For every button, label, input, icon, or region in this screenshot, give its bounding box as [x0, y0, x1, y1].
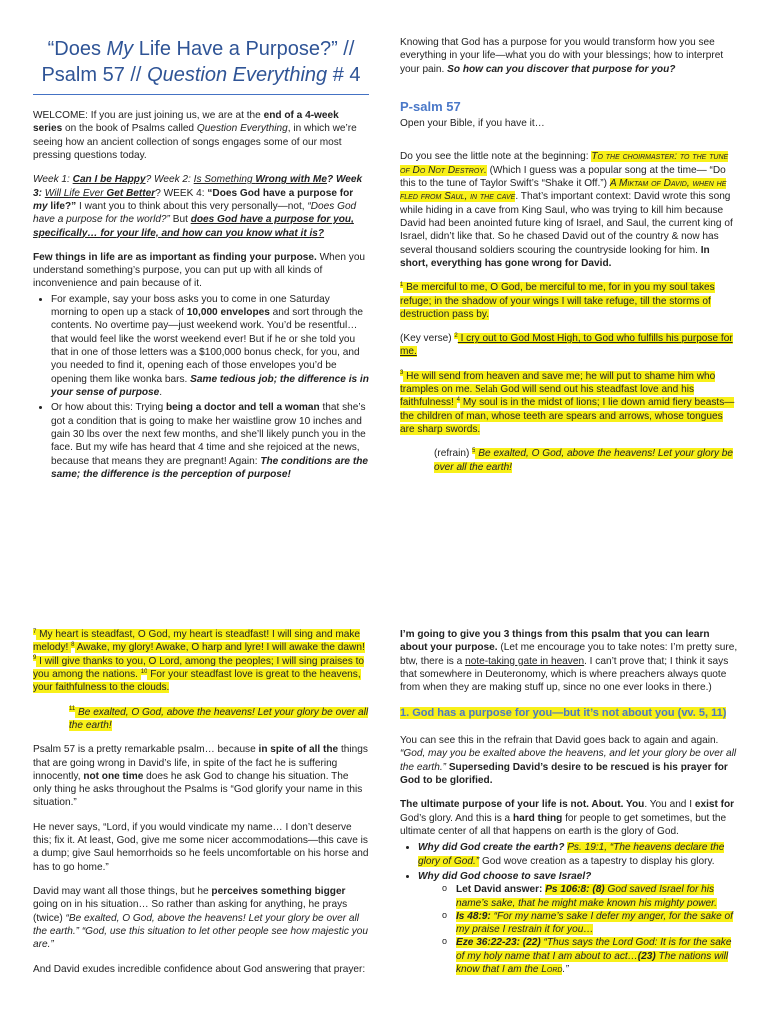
text-run: Do you see the little note at the beginning: [400, 151, 592, 163]
list-item [418, 841, 738, 868]
text-run: Knowing that God has a purpose for you would transform how you see everything in your life—what you do with your blessings; how to interpret your pain. [400, 37, 724, 75]
text-run: . I can’t prove that; I think it says that somewhere in Deuteronomy, which is where preachers always quote from when they are making stuff up, since no one ever looks in there.) [400, 655, 729, 694]
verses-7-10 [33, 628, 369, 695]
text-run: does God have a purpose for you, specifically… for your life, and how can you know what it is? [33, 214, 354, 239]
text-run: I want you to think about this very personally—not, [76, 200, 308, 212]
text-run: exist for [694, 799, 735, 811]
text-run: ? WEEK 4: [155, 187, 208, 199]
text-run: “Thus says the Lord God: It is for the sake of my holy name that I am about to act… [456, 937, 732, 962]
verse-number: 2 [454, 332, 458, 339]
text-run: Superseding David’s desire to be rescued is his prayer for God to be glorified. [400, 761, 728, 787]
text-run: “Does God have a purpose for the world?” [33, 200, 357, 226]
text-run: God saved Israel for his name’s sake, that he might make known his mighty power. [456, 884, 717, 909]
text-run: In short, everything has gone wrong for David. [400, 244, 710, 269]
text-run: You can see this in the refrain that David goes back to again and again. [400, 735, 719, 747]
verse-number: 5 [472, 447, 476, 454]
text-run: I cry out to God Most High, to God who fulfills his purpose for me. [400, 333, 733, 358]
text-run: (Key verse) [400, 333, 455, 345]
sub-list-item [442, 910, 738, 937]
text-run: does he ask God to change his situation. The only thing he asks throughout the Psalms is “God glorify your name in this situation.” [33, 770, 363, 809]
point-1-text: 1. God has a purpose for you—but it’s not about you (vv. 5, 11) [400, 706, 727, 719]
page2-right-column [400, 628, 738, 978]
open-bible-text: Open your Bible, if you have it… [400, 118, 545, 130]
text-run: The ultimate purpose of your life is not. About. You [400, 799, 645, 811]
exudes-paragraph [33, 963, 369, 976]
title-line-1 [33, 36, 369, 62]
text-run: Get Better [106, 187, 156, 199]
text-run: And David exudes incredible confidence about God answering that prayer: [33, 963, 366, 975]
text-run: life?” [47, 200, 77, 212]
text-run: going on in his situation… So rather than asking for anything, he prays (twice) [33, 899, 348, 924]
text-run: and sort through the contents. No overtime pay—just weekend work. You’d be resentful… that would feel like the worst weekend ever! But if he or she told you that in one of those letters was a $100,000 bonus check, for you, and you needed to find it, opening each of those envelopes you’d be opening them like wonka bars. [51, 307, 363, 385]
verse-2 [400, 332, 738, 359]
document-page-2 [0, 512, 768, 1024]
text-run: My heart is steadfast, O God, my heart is steadfast! I will sing and make melody! [33, 629, 361, 654]
section-heading: P-salm 57 [400, 98, 461, 114]
point-1-heading [400, 706, 738, 721]
page1-left-column [33, 36, 369, 483]
text-run: A Miktam of David, when he fled from Saul, in the cave [400, 178, 727, 203]
text-run: Will Life Ever [44, 187, 107, 199]
text-run: note-taking gate in heaven [465, 655, 585, 667]
refrain-paragraph [400, 734, 738, 787]
text-run: “Be exalted, O God, above the heavens! Let your glory be over all the earth.” “God, use this situation to let other people see how majestic you are.” [33, 912, 368, 951]
text-run: on the book of Psalms called [62, 123, 197, 135]
question-list [400, 841, 738, 976]
verse-1 [400, 281, 738, 321]
text-run: things that are going wrong in David’s life, in spite of the fact he is suffering innocently, [33, 744, 368, 782]
title-text-italic: My [106, 38, 134, 60]
text-run: Is Something [193, 174, 256, 186]
text-run: ? Week 3: [33, 174, 363, 199]
text-run: Is 48:9: [456, 910, 491, 922]
text-run: Week 1: [33, 174, 73, 186]
text-run: Psalm 57 is a pretty remarkable psalm… because [33, 744, 259, 756]
text-run: Ps. 19:1, “The heavens declare the glory of God.” [418, 842, 725, 867]
verse-number: 1 [400, 281, 404, 288]
text-run: for people to get sometimes, but the ultimate center of all that happens on earth is the glory of God. [400, 812, 727, 837]
text-run: When you understand something’s purpose, you can put up with all kinds of inconvenience and pain because of it. [33, 251, 366, 290]
verse-number: 11 [69, 706, 76, 713]
title-text: “Does [47, 38, 107, 60]
list-item [418, 870, 738, 977]
list-item-text [418, 871, 591, 882]
title-text: Psalm 57 // [41, 64, 148, 86]
never-says-paragraph [33, 821, 369, 874]
text-run: Awake, my glory! Awake, O harp and lyre! I will awake the dawn! [74, 642, 365, 654]
verse-11 [69, 706, 369, 733]
context-paragraph [400, 150, 738, 270]
text-run: Wrong with Me [255, 174, 327, 186]
text-run: being a doctor and tell a woman [166, 402, 320, 414]
david-may-paragraph [33, 885, 369, 952]
text-run: Eze 36:22-23: (22) [456, 937, 541, 949]
page1-right-column [400, 36, 738, 485]
text-run: My soul is in the midst of lions; I lie down amid fiery beasts— the children of man, whose teeth are spears and arrows, whose tongues are sharp swords. [400, 397, 735, 436]
text-run: I’m going to give you 3 things from this psalm that you can learn about your purpose. [400, 629, 710, 654]
text-run: Lord [541, 964, 563, 976]
text-run: Be merciful to me, O God, be merciful to me, for in you my soul takes refuge; in the shadow of your wings I will take refuge, till the storms of destruction pass by. [400, 282, 715, 320]
text-run: .” [562, 964, 569, 976]
text-run: (23) [637, 950, 656, 962]
text-run: Be exalted, O God, above the heavens! Let your glory be over all the earth! [69, 706, 369, 731]
verse-number: 3 [400, 370, 404, 377]
list-item [51, 293, 369, 400]
text-run: WELCOME: If you are just joining us, we are at the [33, 110, 264, 121]
text-run: He never says, “Lord, if you would vindicate my name… I don’t deserve this; fix it. At least, God, give me some nicer accommodations—this cave is a dump; give Saul hemorrhoids so he feels uncomfortable on his horse and has to go home.” [33, 821, 369, 873]
title-line-2 [33, 62, 369, 88]
verse-number: 4 [456, 397, 461, 404]
text-run: God wove creation as a tapestry to display his glory. [479, 855, 715, 867]
text-run: I will give thanks to you, O Lord, among the peoples; I will sing praises to you among the nations. [33, 655, 364, 680]
text-run: that she’s got a condition that is going to make her waistline grow 10 inches and gain 30 lbs over the next few months, and she’ll likely punch you in the face. But my wife has heard that 4 time and she rejoiced at the news, because that means they are pregnant! Again: [51, 402, 366, 467]
text-run: Why did God create the earth? [418, 842, 565, 854]
text-run: my [33, 200, 48, 212]
text-run: Or how about this: Trying [51, 402, 167, 414]
text-run: “God, may you be exalted above the heavens, and let your glory be over all the earth.” [400, 748, 737, 773]
text-run: But [169, 214, 191, 226]
title-text: Life Have a Purpose?” // [133, 38, 355, 60]
text-run: Let David answer: [456, 884, 546, 896]
title-text-italic: Question Everything [147, 64, 328, 86]
text-run: The conditions are the same; the difference is the perception of purpose! [51, 455, 368, 480]
list-item [51, 401, 369, 481]
purpose-paragraph [33, 251, 369, 291]
refrain-verse-5 [434, 447, 738, 474]
page2-left-column [33, 628, 369, 987]
text-run: “For my name’s sake I defer my anger, for the sake of my praise I restrain it for you… [456, 910, 733, 936]
welcome-paragraph [33, 109, 369, 162]
text-run: . You and I [644, 799, 695, 811]
intro-paragraph [400, 36, 738, 76]
text-run: Why did God choose to save Israel? [418, 870, 592, 882]
example-list [33, 293, 369, 481]
text-run: David may want all those things, but he [33, 886, 212, 897]
text-run: Selah [475, 384, 498, 396]
text-run: . [159, 386, 163, 398]
text-run: Few things in life are as important as finding your purpose. [33, 251, 317, 263]
text-run: . That’s important context: David wrote this song while hiding in a cave from King Saul, who was trying to kill him because David had been anointed future king of Israel, and Saul, the current king of Israel, didn’t like that. So he chased David out of the country & now has several thousand soldiers scouring the countryside looking for him. [400, 191, 733, 256]
text-run: (Let me encourage you to take notes: I’m pretty sure, btw, there is a [400, 642, 738, 667]
text-run: Ps 106:8: (8) [545, 884, 605, 896]
verses-3-4 [400, 370, 738, 437]
text-run: 10,000 envelopes [186, 307, 270, 319]
text-run: Be exalted, O God, above the heavens! Let your glory be over all the earth! [434, 448, 734, 473]
text-run: perceives something bigger [211, 886, 346, 897]
three-things-paragraph [400, 628, 738, 695]
text-run: ? Week 2: [145, 174, 194, 186]
text-run: “Does God have a purpose for [207, 187, 354, 199]
verse-number: 10 [140, 668, 148, 675]
sub-list [418, 883, 738, 976]
text-run: , in which we’re seeing how an ancient collection of songs engages some of our most pressing questions today. [33, 123, 357, 161]
verse-number: 9 [33, 655, 37, 662]
text-run: Same tedious job; the difference is in your sense of purpose [51, 373, 369, 398]
title-divider [33, 94, 369, 95]
text-run: not one time [83, 770, 144, 782]
text-run: So how can you discover that purpose for you? [447, 63, 676, 75]
text-run: God’s glory. And this is a [400, 812, 513, 824]
remarkable-paragraph [33, 743, 369, 810]
text-run: To the choirmaster: to the tune of Do Not Destroy. [400, 151, 729, 176]
text-run: He will send from heaven and save me; he will put to shame him who tramples on me. [400, 370, 716, 396]
text-run: Can I be Happy [72, 174, 146, 186]
verse-number: 8 [71, 641, 75, 648]
page-title [33, 36, 369, 88]
text-run: (refrain) [434, 448, 473, 460]
text-run: hard thing [512, 812, 563, 824]
weeks-paragraph [33, 173, 369, 240]
text-run: end of a 4-week series [33, 110, 339, 135]
verse-number: 7 [33, 628, 37, 635]
text-run: For your steadfast love is great to the heavens, your faithfulness to the clouds. [33, 668, 361, 694]
text-run: God will send out his steadfast love and his faithfulness! [400, 384, 694, 409]
text-run: (Which I guess was a popular song at the time— “Do this to the tune of Taylor Swift’s “Shake it Off.”) [400, 164, 726, 190]
text-run: in spite of all the [258, 744, 339, 756]
text-run: The nations will know that I am the [456, 950, 729, 976]
sub-list-item [442, 936, 738, 976]
title-text: # 4 [327, 64, 361, 86]
sub-list-item [442, 883, 738, 910]
text-run: For example, say your boss asks you to come in one Saturday morning to open up a stack of [51, 293, 330, 319]
ultimate-paragraph [400, 798, 738, 838]
text-run: Question Everything [196, 123, 288, 135]
